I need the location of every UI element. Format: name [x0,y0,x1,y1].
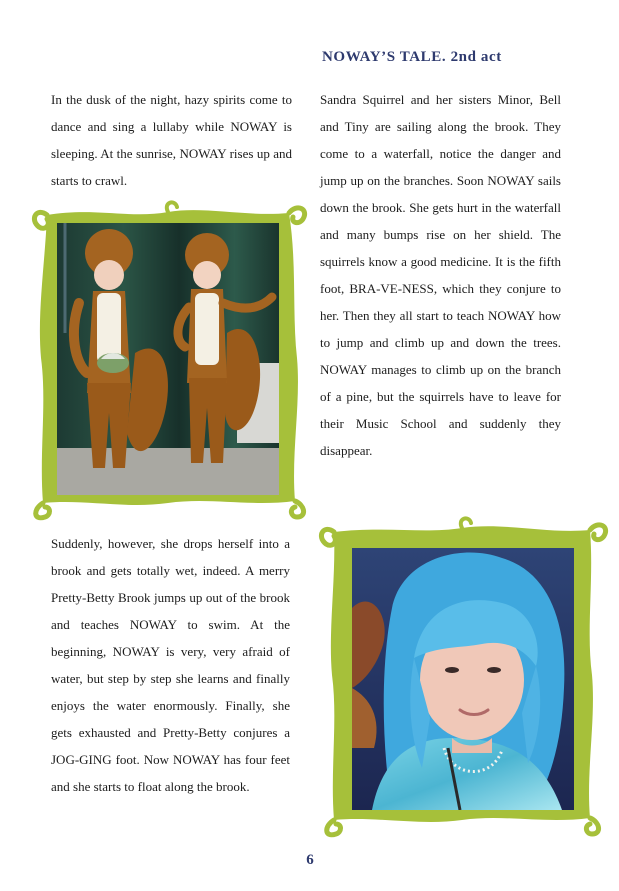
squirrels-photo-frame [35,203,301,513]
chapter-heading: NOWAY’S TALE. 2nd act [322,49,502,65]
squirrel-costumes-image [57,223,279,495]
paragraph-brook: Suddenly, however, she drops herself into a brook and gets totally wet, indeed. A merry Pretty-Betty Brook jumps up out of the brook and teaches NOWAY to swim. At the beginning, NOWAY is very, very afraid of water, but step by step she learns and finally enjoys the water enormously. Finally, she gets exhausted and Pretty-Betty conjures a JOG-GING foot. Now NOWAY has four feet and she starts to float along the brook. [51,536,290,794]
squirrels-photo [57,223,279,495]
paragraph-spirits: In the dusk of the night, hazy spirits come to dance and sing a lullaby while NOWAY is sleeping. At the sunrise, NOWAY rises up and starts to crawl. [51,92,292,188]
page-number: 6 [306,852,314,868]
blue-wig-portrait-image [352,548,574,810]
pretty-betty-photo-frame [324,520,600,830]
paragraph-squirrels: Sandra Squirrel and her sisters Minor, Bell and Tiny are sailing along the brook. They come to a waterfall, notice the danger and jump up on the branches. Soon NOWAY sails down the brook. She gets hurt in the waterfall and many bumps rise on her shield. The squirrels know a good medicine. It is the fifth foot, BRA-VE-NESS, which they conjure to her. Then they all start to teach NOWAY how to jump and climb up and down the trees. NOWAY manages to climb up on the branch of a pine, but the squirrels have to leave for their Music School and suddenly they disappear. [320,92,561,458]
pretty-betty-photo [352,548,574,810]
